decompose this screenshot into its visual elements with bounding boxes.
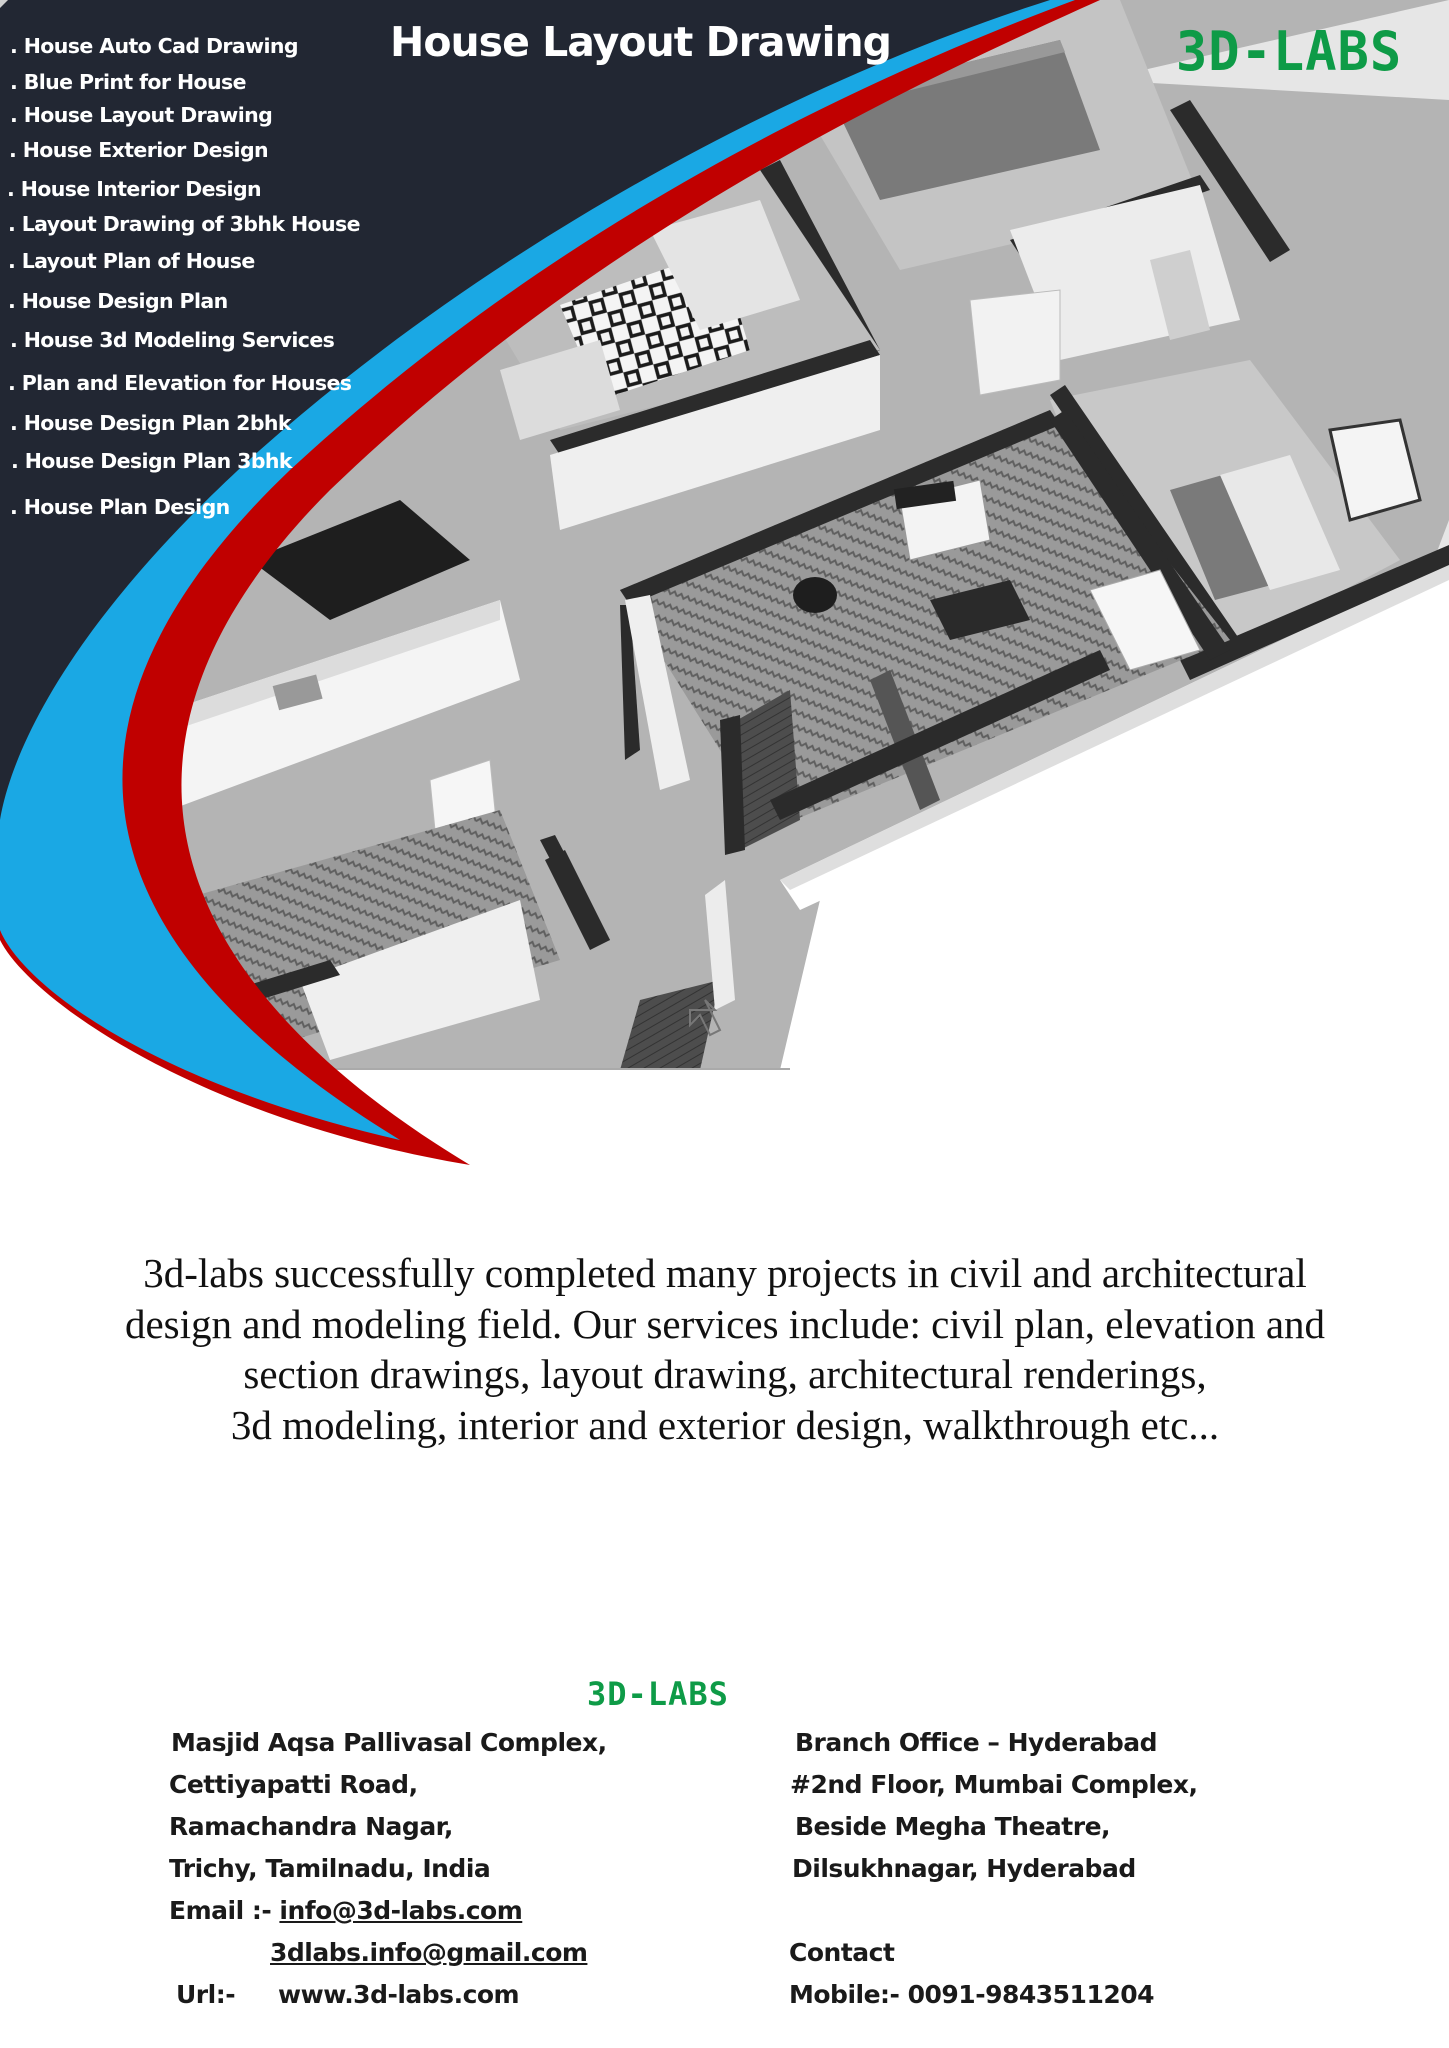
address-line: Dilsukhnagar, Hyderabad bbox=[792, 1854, 1136, 1883]
address-line: #2nd Floor, Mumbai Complex, bbox=[790, 1770, 1198, 1799]
email-link-secondary[interactable]: 3dlabs.info@gmail.com bbox=[270, 1938, 588, 1967]
intro-line: 3d-labs successfully completed many projects in civil and architectural bbox=[143, 1250, 1307, 1296]
address-line: Masjid Aqsa Pallivasal Complex, bbox=[171, 1728, 607, 1757]
service-item: . House 3d Modeling Services bbox=[10, 328, 335, 352]
service-item: . House Design Plan bbox=[8, 289, 228, 313]
email-row-secondary bbox=[270, 1938, 587, 1967]
intro-line: design and modeling field. Our services include: civil plan, elevation and bbox=[124, 1300, 1326, 1347]
service-item: . Layout Plan of House bbox=[8, 249, 255, 273]
address-line: Ramachandra Nagar, bbox=[169, 1812, 453, 1841]
service-item: . Layout Drawing of 3bhk House bbox=[8, 212, 360, 236]
intro-paragraph bbox=[40, 1248, 1410, 1450]
url-label: Url:- bbox=[176, 1980, 236, 2009]
contact-label: Contact bbox=[789, 1938, 895, 1967]
service-item: . House Plan Design bbox=[10, 495, 230, 519]
address-line: Beside Megha Theatre, bbox=[795, 1812, 1111, 1841]
address-line: Cettiyapatti Road, bbox=[169, 1770, 418, 1799]
intro-line: 3d modeling, interior and exterior design, walkthrough etc... bbox=[230, 1401, 1220, 1448]
service-item: . Plan and Elevation for Houses bbox=[8, 371, 352, 395]
website-link[interactable]: www.3d-labs.com bbox=[278, 1980, 520, 2009]
footer-logo: 3D-LABS bbox=[587, 1675, 729, 1713]
email-row bbox=[169, 1896, 522, 1925]
address-line: Trichy, Tamilnadu, India bbox=[169, 1854, 491, 1883]
page-title: House Layout Drawing bbox=[390, 18, 892, 66]
intro-line: section drawings, layout drawing, architectural renderings, bbox=[243, 1351, 1207, 1397]
service-item: . House Auto Cad Drawing bbox=[10, 34, 298, 58]
mobile-number[interactable]: Mobile:- 0091-9843511204 bbox=[789, 1980, 1155, 2009]
service-item: . House Interior Design bbox=[7, 177, 262, 201]
service-item: . Blue Print for House bbox=[10, 70, 246, 94]
email-link-primary[interactable]: info@3d-labs.com bbox=[279, 1896, 523, 1925]
service-item: . House Design Plan 3bhk bbox=[11, 449, 292, 473]
email-label: Email :- bbox=[169, 1896, 280, 1925]
service-item: . House Exterior Design bbox=[9, 138, 269, 162]
service-item: . House Layout Drawing bbox=[10, 103, 273, 127]
service-item: . House Design Plan 2bhk bbox=[10, 411, 291, 435]
brand-logo: 3D-LABS bbox=[1176, 20, 1403, 84]
branch-heading: Branch Office – Hyderabad bbox=[795, 1728, 1158, 1757]
